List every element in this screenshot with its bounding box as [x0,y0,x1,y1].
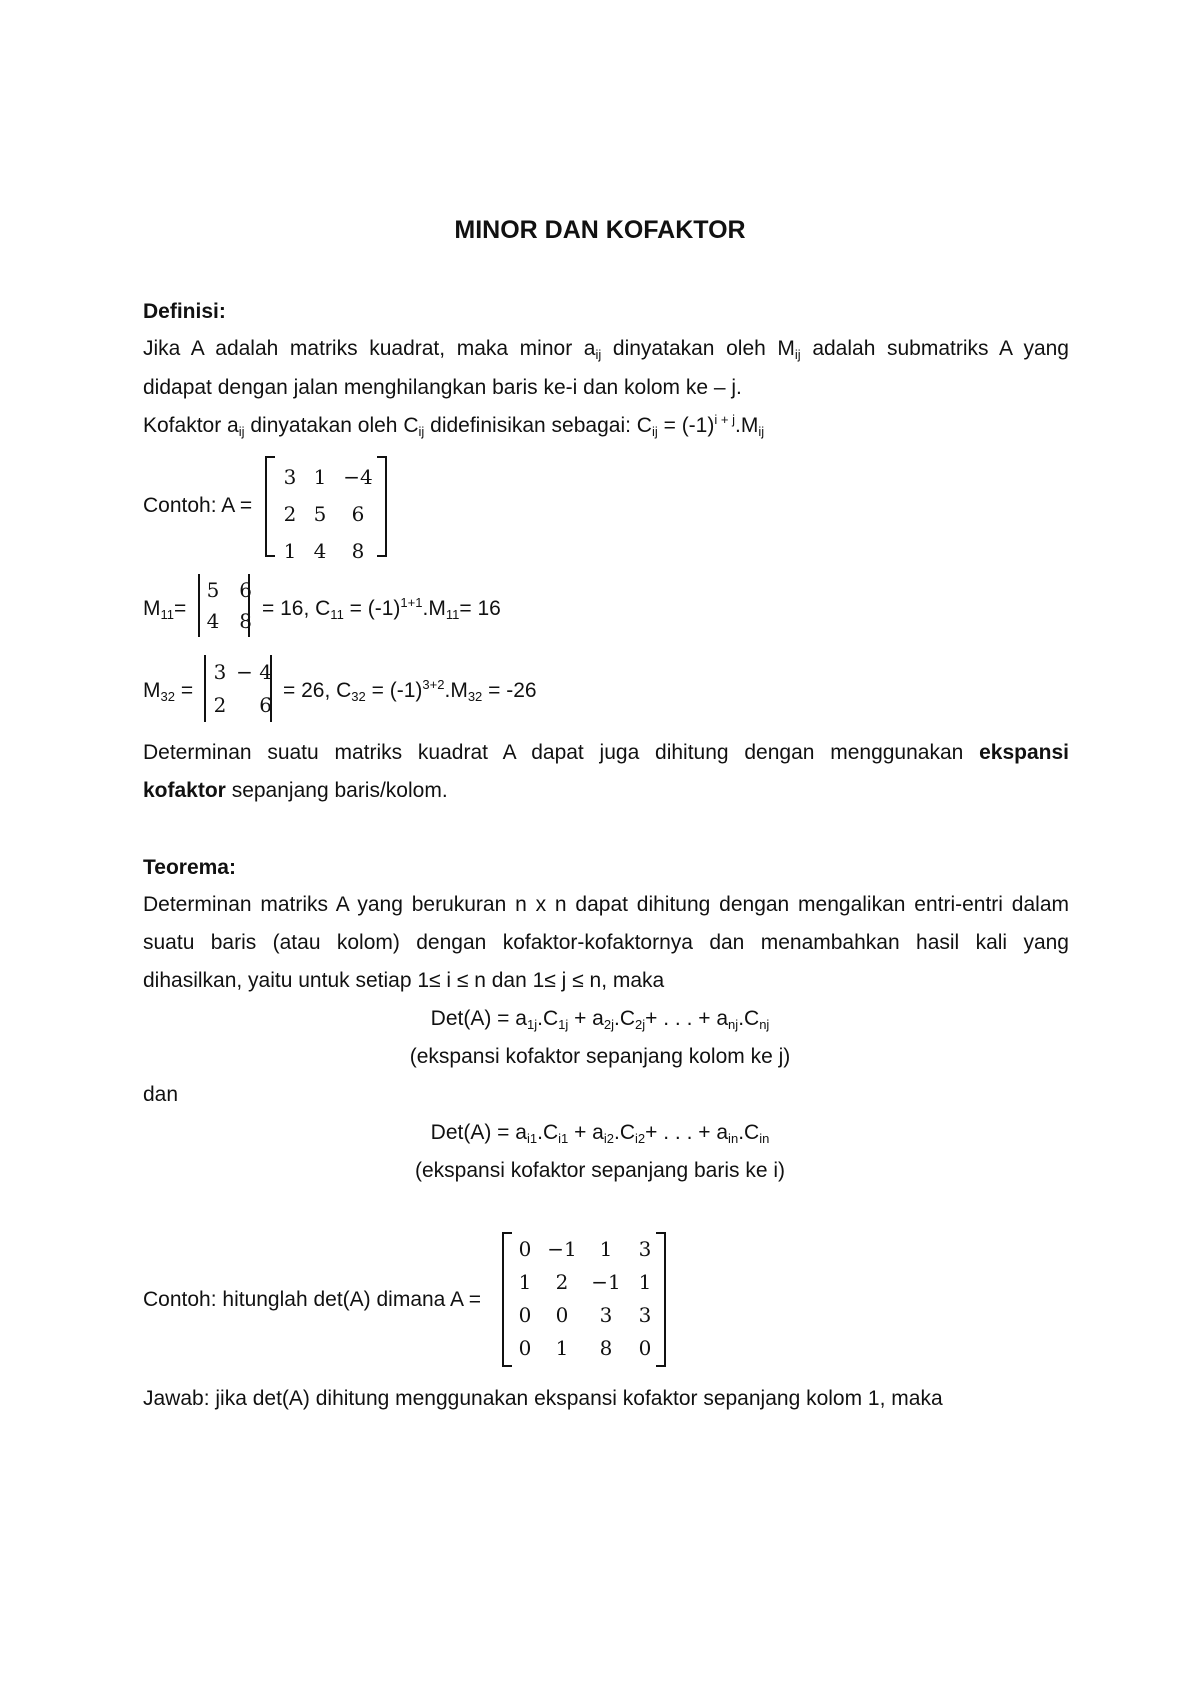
matrix-right-bracket [656,1232,666,1367]
matrix-cell: 3 [283,464,297,489]
matrix-cell: 4 [206,608,220,633]
matrix-cell: 8 [351,538,365,563]
matrix-cell: 6 [351,501,365,526]
determinan-line-2: kofaktor sepanjang baris/kolom. [143,779,448,802]
teorema-heading: Teorema: [143,856,236,879]
teorema-line-1: Determinan matriks A yang berukuran n x n dapat dihitung dengan mengalikan entri-entri dalam [143,893,1069,916]
m32-lhs: $M_{32}$ = [143,679,194,704]
jawab-line: Jawab: jika det(A) dihitung menggunakan ekspansi kofaktor sepanjang kolom 1, maka [143,1387,943,1410]
matrix-cell: 1 [518,1269,532,1294]
equation-row-expansion: $Det(A) = a_{i1}.C_{i1} + a_{i2}.C_{i2}+$ . . . + $a_{in}.C_{in}$ [430,1121,770,1146]
matrix-cell: 0 [518,1335,532,1360]
determinan-line-1: Determinan suatu matriks kuadrat A dapat juga dihitung dengan menggunakan ekspansi [143,741,1069,764]
teorema-line-2: suatu baris (atau kolom) dengan kofaktor-kofaktornya dan menambahkan hasil kali yang [143,931,1069,954]
equation-column-expansion: $Det(A) = a_{1j}.C_{1j} + a_{2j}.C_{2j}+$ . . . + $a_{nj}.C_{nj}$ [430,1007,770,1032]
matrix-cell: −1 [547,1236,577,1261]
contoh-1-matrix [275,458,381,569]
matrix-cell: 2 [283,501,297,526]
determinant-bar-left [204,655,206,722]
definisi-line-1: Jika A adalah matriks kuadrat, maka minor $a_{ij}$ dinyatakan oleh $M_{ij}$ adalah submatriks A yang [143,337,1069,362]
matrix-cell: 3 [638,1236,652,1261]
contoh-2-matrix [510,1232,662,1364]
matrix-cell: 1 [313,464,327,489]
matrix-cell: 1 [599,1236,613,1261]
m11-determinant [202,574,252,636]
matrix-left-bracket [265,456,275,557]
matrix-cell: 1 [283,538,297,563]
matrix-cell: 6 [259,692,272,717]
matrix-cell: 0 [518,1302,532,1327]
dan-text: dan [143,1083,179,1106]
definisi-heading: Definisi: [143,300,226,323]
matrix-cell: 8 [599,1335,613,1360]
m11-rhs: = 16, $C_{11} = (-1)^{1+1}.M_{11}= 16$ [262,595,501,622]
matrix-cell: 0 [518,1236,532,1261]
matrix-cell: −1 [591,1269,621,1294]
matrix-right-bracket [377,456,387,557]
equation-column-note: (ekspansi kofaktor sepanjang kolom ke j) [409,1045,791,1068]
m32-determinant [208,655,272,721]
matrix-cell: 1 [638,1269,652,1294]
matrix-cell: 2 [555,1269,569,1294]
matrix-cell: − 4 [236,659,272,684]
page-title: MINOR DAN KOFAKTOR [454,216,746,244]
contoh-2-label: Contoh: hitunglah det(A) dimana A = [143,1288,481,1311]
matrix-cell: 1 [555,1335,569,1360]
matrix-cell: 4 [313,538,327,563]
matrix-cell: 5 [206,577,220,602]
equation-row-note: (ekspansi kofaktor sepanjang baris ke i) [414,1159,786,1182]
teorema-line-3: dihasilkan, yaitu untuk setiap 1≤ i ≤ n dan 1≤ j ≤ n, maka [143,969,665,992]
matrix-cell: 8 [239,608,252,633]
matrix-cell: 5 [313,501,327,526]
determinant-bar-left [198,574,200,637]
m32-rhs: = 26, $C_{32} = (-1)^{3+2}.M_{32} = -26$ [283,677,537,704]
matrix-cell: 3 [638,1302,652,1327]
matrix-cell: −4 [343,464,373,489]
matrix-cell: 0 [638,1335,652,1360]
matrix-cell: 2 [213,692,227,717]
contoh-1-label: Contoh: A = [143,494,253,517]
matrix-cell: 3 [599,1302,613,1327]
matrix-cell: 3 [213,659,227,684]
matrix-cell: 0 [555,1302,569,1327]
m11-lhs: $M_{11}=$ [143,597,187,622]
matrix-cell: 6 [239,577,252,602]
determinant-bar-right [270,655,272,722]
definisi-line-2: didapat dengan jalan menghilangkan baris ke-i dan kolom ke – j. [143,376,742,399]
definisi-line-3: Kofaktor $a_{ij}$ dinyatakan oleh $C_{ij}$ didefinisikan sebagai: $C_{ij} = (-1)^{i + j}.M_{ij}$ [143,412,765,439]
determinant-bar-right [248,574,250,637]
